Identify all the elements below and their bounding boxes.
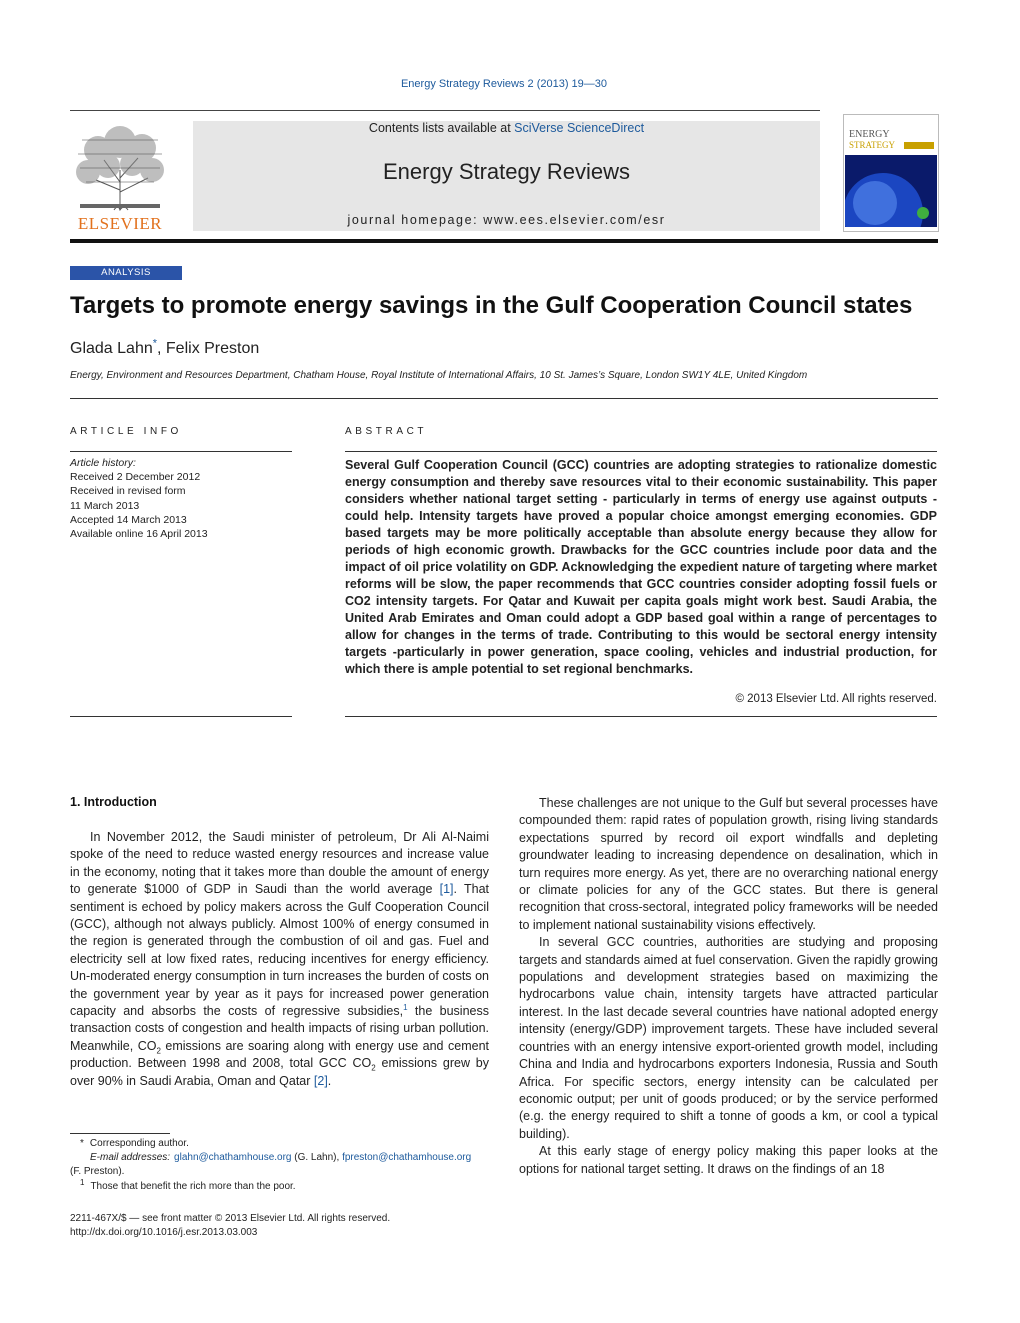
footnote-emails xyxy=(70,1151,490,1165)
cover-title-line1: ENERGY xyxy=(849,129,890,140)
cover-title-line2: STRATEGY xyxy=(849,140,896,150)
paragraph-text: . That sentiment is echoed by policy makers across the Gulf Cooperation Council (GCC), although not always publicly. Almost 100% of energy consumed in the region is generated through the combustion of oil and gas. Fuel and electricity sell at low fixed rates, reducing incentives for energy efficiency. Un-moderated energy consumption in turn increases the burden of costs on the government year by year as it pays for increased power generation capacity and absorbs the costs of regressive subsidies, xyxy=(70,882,490,1019)
contents-line xyxy=(193,121,820,135)
email-link[interactable]: glahn@chathamhouse.org xyxy=(174,1152,292,1163)
reference-link[interactable]: [2] xyxy=(313,1073,328,1088)
article-info-heading: ARTICLE INFO xyxy=(70,426,182,437)
history-item: Available online 16 April 2013 xyxy=(70,528,208,541)
affiliation: Energy, Environment and Resources Department, Chatham House, Royal Institute of International Affairs, 10 St. James’s Square, London SW1Y 4LE, United Kingdom xyxy=(70,370,808,381)
corresponding-author-mark[interactable]: * xyxy=(152,337,158,350)
paragraph-text: In November 2012, the Saudi minister of petroleum, Dr Ali Al-Naimi spoke of the need to reduce wasted energy resources and increase value in the economy, noting that it takes more than double the amount of energy to generate $1000 of GDP in Saudi than the world average xyxy=(70,830,489,897)
header-thick-rule xyxy=(70,239,938,243)
contents-prefix: Contents lists available at xyxy=(368,121,515,135)
doi-link[interactable]: http://dx.doi.org/10.1016/j.esr.2013.03.003 xyxy=(70,1227,258,1238)
paragraph-text: emissions are soaring along with energy use and cement production. Between 1998 and 2008, total GCC CO xyxy=(70,1038,489,1071)
footnote-text: Corresponding author. xyxy=(89,1138,189,1149)
footnote-mark: 1 xyxy=(80,1177,85,1187)
journal-banner xyxy=(193,121,820,231)
paragraph xyxy=(70,829,489,1090)
paragraph: At this early stage of energy policy making this paper looks at the options for national target setting. It draws on the findings of an 18 xyxy=(519,1144,938,1176)
abstract-text: Several Gulf Cooperation Council (GCC) countries are adopting strategies to rationalize domestic energy consumption and thereby save resources vital to their economic sustainability. This paper considers whether national target setting - particularly in terms of energy use against outputs - could help. Intensity targets have proved a popular choice amongst emerging economies. GDP based targets may be more politically acceptable than absolute energy because they allow for periods of high economic growth. Drawbacks for the GCC countries include poor data and the impact of oil price volatility on GDP. Acknowledging the expedient nature of targeting where market reforms will be slow, the paper recommends that GCC countries consider adopting fossil fuels or CO2 intensity targets. For Qatar and Kuwait per capita goals might work best. Saudi Arabia, the United Arab Emirates and Oman could adopt a GDP based goal within a range of percentages to allow for changes in the terms of trade. Contributing to this would be sectoral energy intensity targets -particularly in power generation, space cooling, vehicles and industrial production, for which there is ample potential to set regional benchmarks. xyxy=(345,458,937,676)
sciencedirect-link[interactable]: SciVerse ScienceDirect xyxy=(514,121,645,135)
cover-band xyxy=(904,142,934,149)
paragraph: In several GCC countries, authorities are studying and proposing targets and standards aimed at fuel conservation. Given the rapidly growing populations and development strategies based on maximizing the hydrocarbons value chain, intensity targets have attracted particular interest. In the last decade several countries have national adopted energy intensity (energy/GDP) improvement targets. These have included several countries with an energy intensive export-oriented growth model, including China and India and hydrocarbons exporters Indonesia, Russia and South Africa. For specific sectors, energy intensity can be calculated per economic output; per unit of goods produced; or by the service performed (e.g. the energy required to shift a tonne of goods a km, or cool a typical building). xyxy=(519,935,938,1141)
body-right-column xyxy=(519,795,938,1178)
author-list xyxy=(70,337,260,358)
paragraph-text: the business transaction costs of congestion and health impacts of rising urban pollution. Meanwhile, CO xyxy=(70,1004,489,1053)
footnote-link[interactable]: 1 xyxy=(403,1002,408,1012)
author-name[interactable]: Glada Lahn xyxy=(70,340,153,357)
article-info-bottom-rule xyxy=(70,716,292,717)
history-item: 11 March 2013 xyxy=(70,499,140,512)
journal-title: Energy Strategy Reviews xyxy=(383,159,630,184)
email-label: E-mail addresses: xyxy=(90,1152,171,1163)
cover-globe-icon xyxy=(845,155,937,227)
section-tag: ANALYSIS xyxy=(70,266,182,280)
email-owner: (G. Lahn), xyxy=(291,1152,343,1163)
footnote-text: Those that benefit the rich more than the poor. xyxy=(90,1181,296,1192)
paragraph: These challenges are not unique to the Gulf but several processes have compounded them: rapid rates of population growth, rising living standards expectations spurred by record oil export windfalls and depleting groundwater leading to increasing dependence on desalination, which in turn requires more energy. As yet, there are no overarching national energy or climate policies for any of the GCC states. But there is general recognition that cross-sectoral, integrated policy frameworks will be needed to implement national sustainability visions effectively. xyxy=(519,796,938,932)
article-history xyxy=(70,456,292,541)
abstract-copyright: © 2013 Elsevier Ltd. All rights reserved. xyxy=(735,693,937,705)
journal-homepage[interactable]: journal homepage: www.ees.elsevier.com/esr xyxy=(347,213,666,227)
footnote-1 xyxy=(70,1177,490,1194)
issn-line: 2211-467X/$ — see front matter © 2013 Elsevier Ltd. All rights reserved. xyxy=(70,1213,391,1224)
subscript: 2 xyxy=(156,1046,161,1056)
elsevier-wordmark: ELSEVIER xyxy=(77,214,163,233)
journal-citation[interactable]: Energy Strategy Reviews 2 (2013) 19—30 xyxy=(400,78,608,90)
reference-link[interactable]: [1] xyxy=(439,882,454,897)
affiliation-rule xyxy=(70,398,938,399)
author-name[interactable]: Felix Preston xyxy=(165,340,260,357)
history-label: Article history: xyxy=(70,457,136,469)
email-link[interactable]: fpreston@chathamhouse.org xyxy=(342,1152,472,1163)
paragraph-text: . xyxy=(327,1073,332,1088)
footnote-corresponding xyxy=(70,1137,490,1151)
body-left-column xyxy=(70,829,489,1090)
subscript: 2 xyxy=(371,1063,376,1073)
article-title: Targets to promote energy savings in the Gulf Cooperation Council states xyxy=(70,292,913,319)
footnote-email-owner: (F. Preston). xyxy=(70,1166,125,1177)
footnote-mark: * xyxy=(80,1138,84,1149)
header-rule xyxy=(70,110,820,111)
history-item: Received 2 December 2012 xyxy=(70,471,201,484)
journal-cover-thumbnail xyxy=(843,114,939,232)
paragraph-text: emissions grew by over 90% in Saudi Arabia, Oman and Qatar xyxy=(70,1056,489,1088)
section-heading: 1. Introduction xyxy=(70,795,157,809)
history-item: Received in revised form xyxy=(70,485,186,498)
article-info-rule xyxy=(70,451,292,452)
abstract-heading: ABSTRACT xyxy=(345,426,428,437)
abstract-rule xyxy=(345,451,937,452)
abstract-bottom-rule xyxy=(345,716,937,717)
history-item: Accepted 14 March 2013 xyxy=(70,513,187,526)
author-separator: , xyxy=(157,340,166,357)
footnote-rule xyxy=(70,1133,170,1134)
